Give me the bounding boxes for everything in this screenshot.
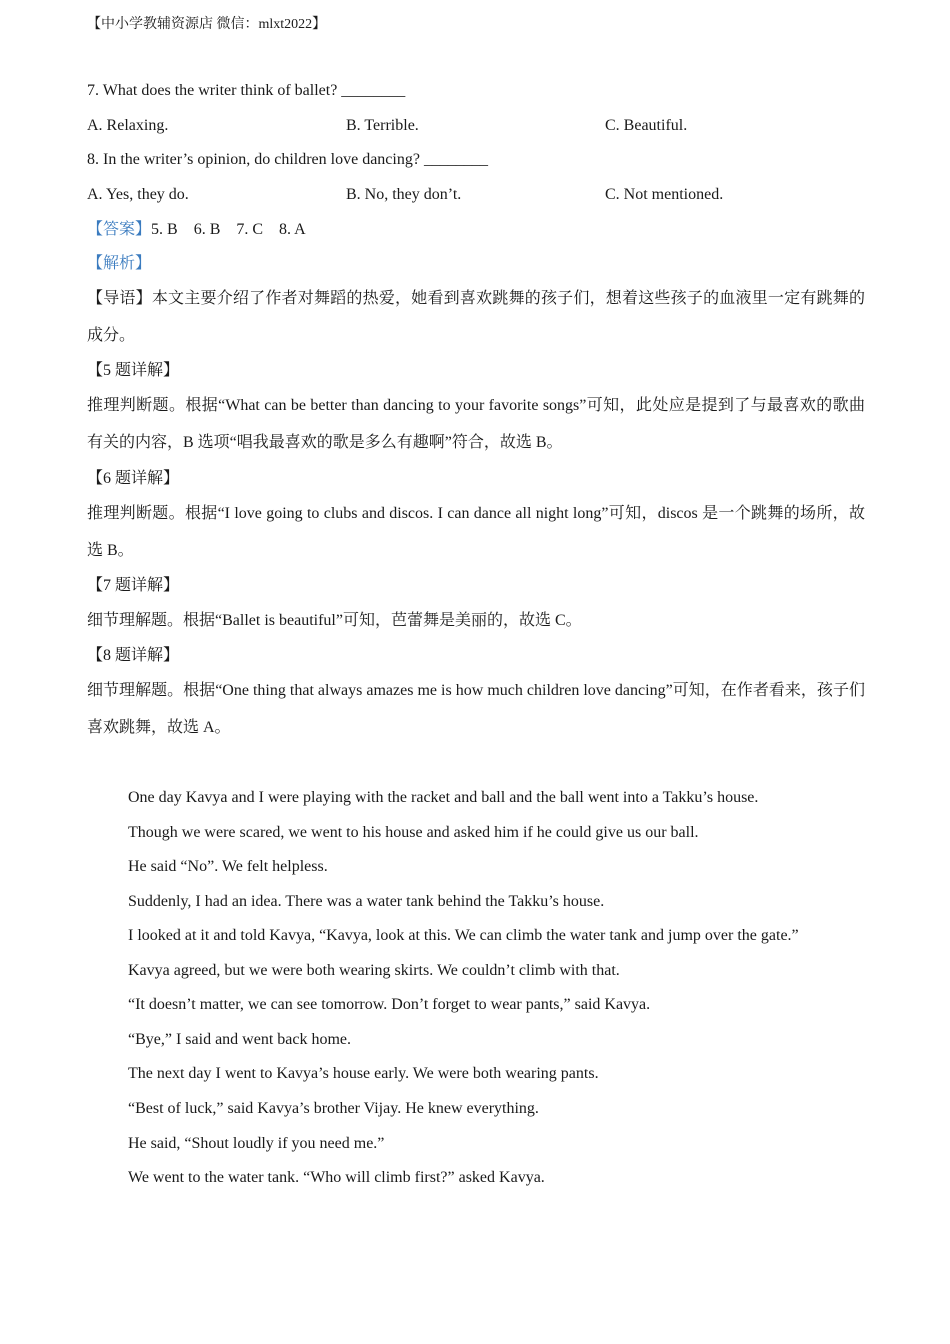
detail-7-heading: 【7 题详解】 [87,577,180,594]
question-8-stem: 8. In the writer’s opinion, do children love dancing? ________ [87,151,488,168]
question-7-stem: 7. What does the writer think of ballet? ________ [87,82,406,99]
story-line: “Bye,” I said and went back home. [128,1031,352,1048]
analysis-label: 【解析】 [87,255,152,272]
question-8-option-b: B. No, they don’t. [346,186,462,203]
story-line: He said “No”. We felt helpless. [128,858,328,875]
question-7-option-c: C. Beautiful. [605,117,688,134]
story-line: We went to the water tank. “Who will climb first?” asked Kavya. [128,1169,545,1186]
story-line: One day Kavya and I were playing with the racket and ball and the ball went into a Takku’s house. [128,789,759,806]
detail-7-text: 细节理解题。根据“Ballet is beautiful”可知，芭蕾舞是美丽的，故选 C。 [87,612,582,629]
story-line: I looked at it and told Kavya, “Kavya, look at this. We can climb the water tank and jump over the gate.” [128,927,799,944]
detail-5-heading: 【5 题详解】 [87,362,180,379]
story-line: Suddenly, I had an idea. There was a water tank behind the Takku’s house. [128,893,605,910]
detail-8-text: 细节理解题。根据“One thing that always amazes me is how much children love dancing”可知，在作者看来，孩子们喜欢跳舞，故选 A。 [87,682,865,736]
story-line: “It doesn’t matter, we can see tomorrow. Don’t forget to wear pants,” said Kavya. [128,996,651,1013]
detail-6-text: 推理判断题。根据“I love going to clubs and discos. I can dance all night long”可知，discos 是一个跳舞的场所，故选 B。 [87,505,865,559]
story-line: Though we were scared, we went to his house and asked him if he could give us our ball. [128,824,699,841]
story-line: Kavya agreed, but we were both wearing skirts. We couldn’t climb with that. [128,962,620,979]
detail-5-text: 推理判断题。根据“What can be better than dancing to your favorite songs”可知，此处应是提到了与最喜欢的歌曲有关的内容，B 选项“唱我最喜欢的歌是多么有趣啊”符合，故选 B。 [87,397,865,451]
answer-text: 5. B 6. B 7. C 8. A [151,221,306,238]
question-7-option-a: A. Relaxing. [87,117,169,134]
question-7-option-b: B. Terrible. [346,117,419,134]
story-line: “Best of luck,” said Kavya’s brother Vijay. He knew everything. [128,1100,539,1117]
question-8-option-c: C. Not mentioned. [605,186,724,203]
page-header: 【中小学教辅资源店 微信：mlxt2022】 [87,17,327,32]
answer-label: 【答案】 [87,221,152,238]
story-line: He said, “Shout loudly if you need me.” [128,1135,385,1152]
story-line: The next day I went to Kavya’s house early. We were both wearing pants. [128,1065,599,1082]
detail-8-heading: 【8 题详解】 [87,647,180,664]
detail-6-heading: 【6 题详解】 [87,470,180,487]
answer-line [87,220,306,240]
intro-paragraph: 【导语】本文主要介绍了作者对舞蹈的热爱，她看到喜欢跳舞的孩子们，想着这些孩子的血液里一定有跳舞的成分。 [87,290,865,344]
question-8-option-a: A. Yes, they do. [87,186,189,203]
